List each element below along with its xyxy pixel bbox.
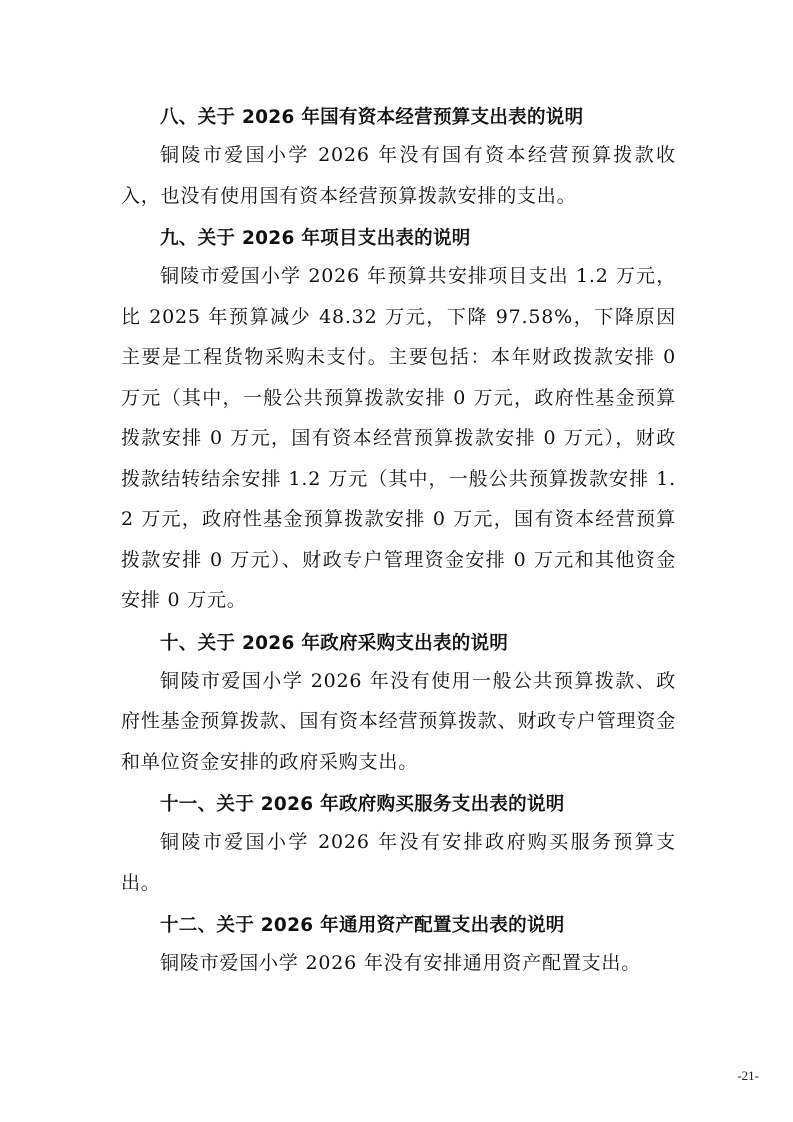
section-heading-9: 九、关于 2026 年项目支出表的说明 (160, 228, 471, 249)
section-heading-8: 八、关于 2026 年国有资本经营预算支出表的说明 (160, 107, 584, 128)
document-body (121, 100, 676, 984)
section-heading-12: 十二、关于 2026 年通用资产配置支出表的说明 (160, 915, 565, 936)
section-body-12: 铜陵市爱国小学 2026 年没有安排通用资产配置支出。 (160, 952, 642, 974)
section-body-8: 铜陵市爱国小学 2026 年没有国有资本经营预算拨款收入，也没有使用国有资本经营预算拨款安排的支出。 (121, 144, 676, 207)
section-body-11: 铜陵市爱国小学 2026 年没有安排政府购买服务预算支出。 (121, 831, 676, 894)
section-body-9: 铜陵市爱国小学 2026 年预算共安排项目支出 1.2 万元，比 2025 年预算减少 48.32 万元，下降 97.58%，下降原因主要是工程货物采购未支付。主要包括：本年财政拨款安排 0 万元（其中，一般公共预算拨款安排 0 万元，政府性基金预算拨款安排 0 万元，国有资本经营预算拨款安排 0 万元），财政拨款结转结余安排 1.2 万元（其中，一般公共预算拨款安排 1.2 万元，政府性基金预算拨款安排 0 万元，国有资本经营预算拨款安排 0 万元）、财政专户管理资金安排 0 万元和其他资金安排 0 万元。 (121, 265, 676, 611)
section-heading-10: 十、关于 2026 年政府采购支出表的说明 (160, 632, 509, 654)
section-heading-11: 十一、关于 2026 年政府购买服务支出表的说明 (160, 794, 565, 815)
section-body-10: 铜陵市爱国小学 2026 年没有使用一般公共预算拨款、政府性基金预算拨款、国有资本经营预算拨款、财政专户管理资金和单位资金安排的政府采购支出。 (121, 669, 676, 773)
page-number: -21- (737, 1068, 759, 1083)
